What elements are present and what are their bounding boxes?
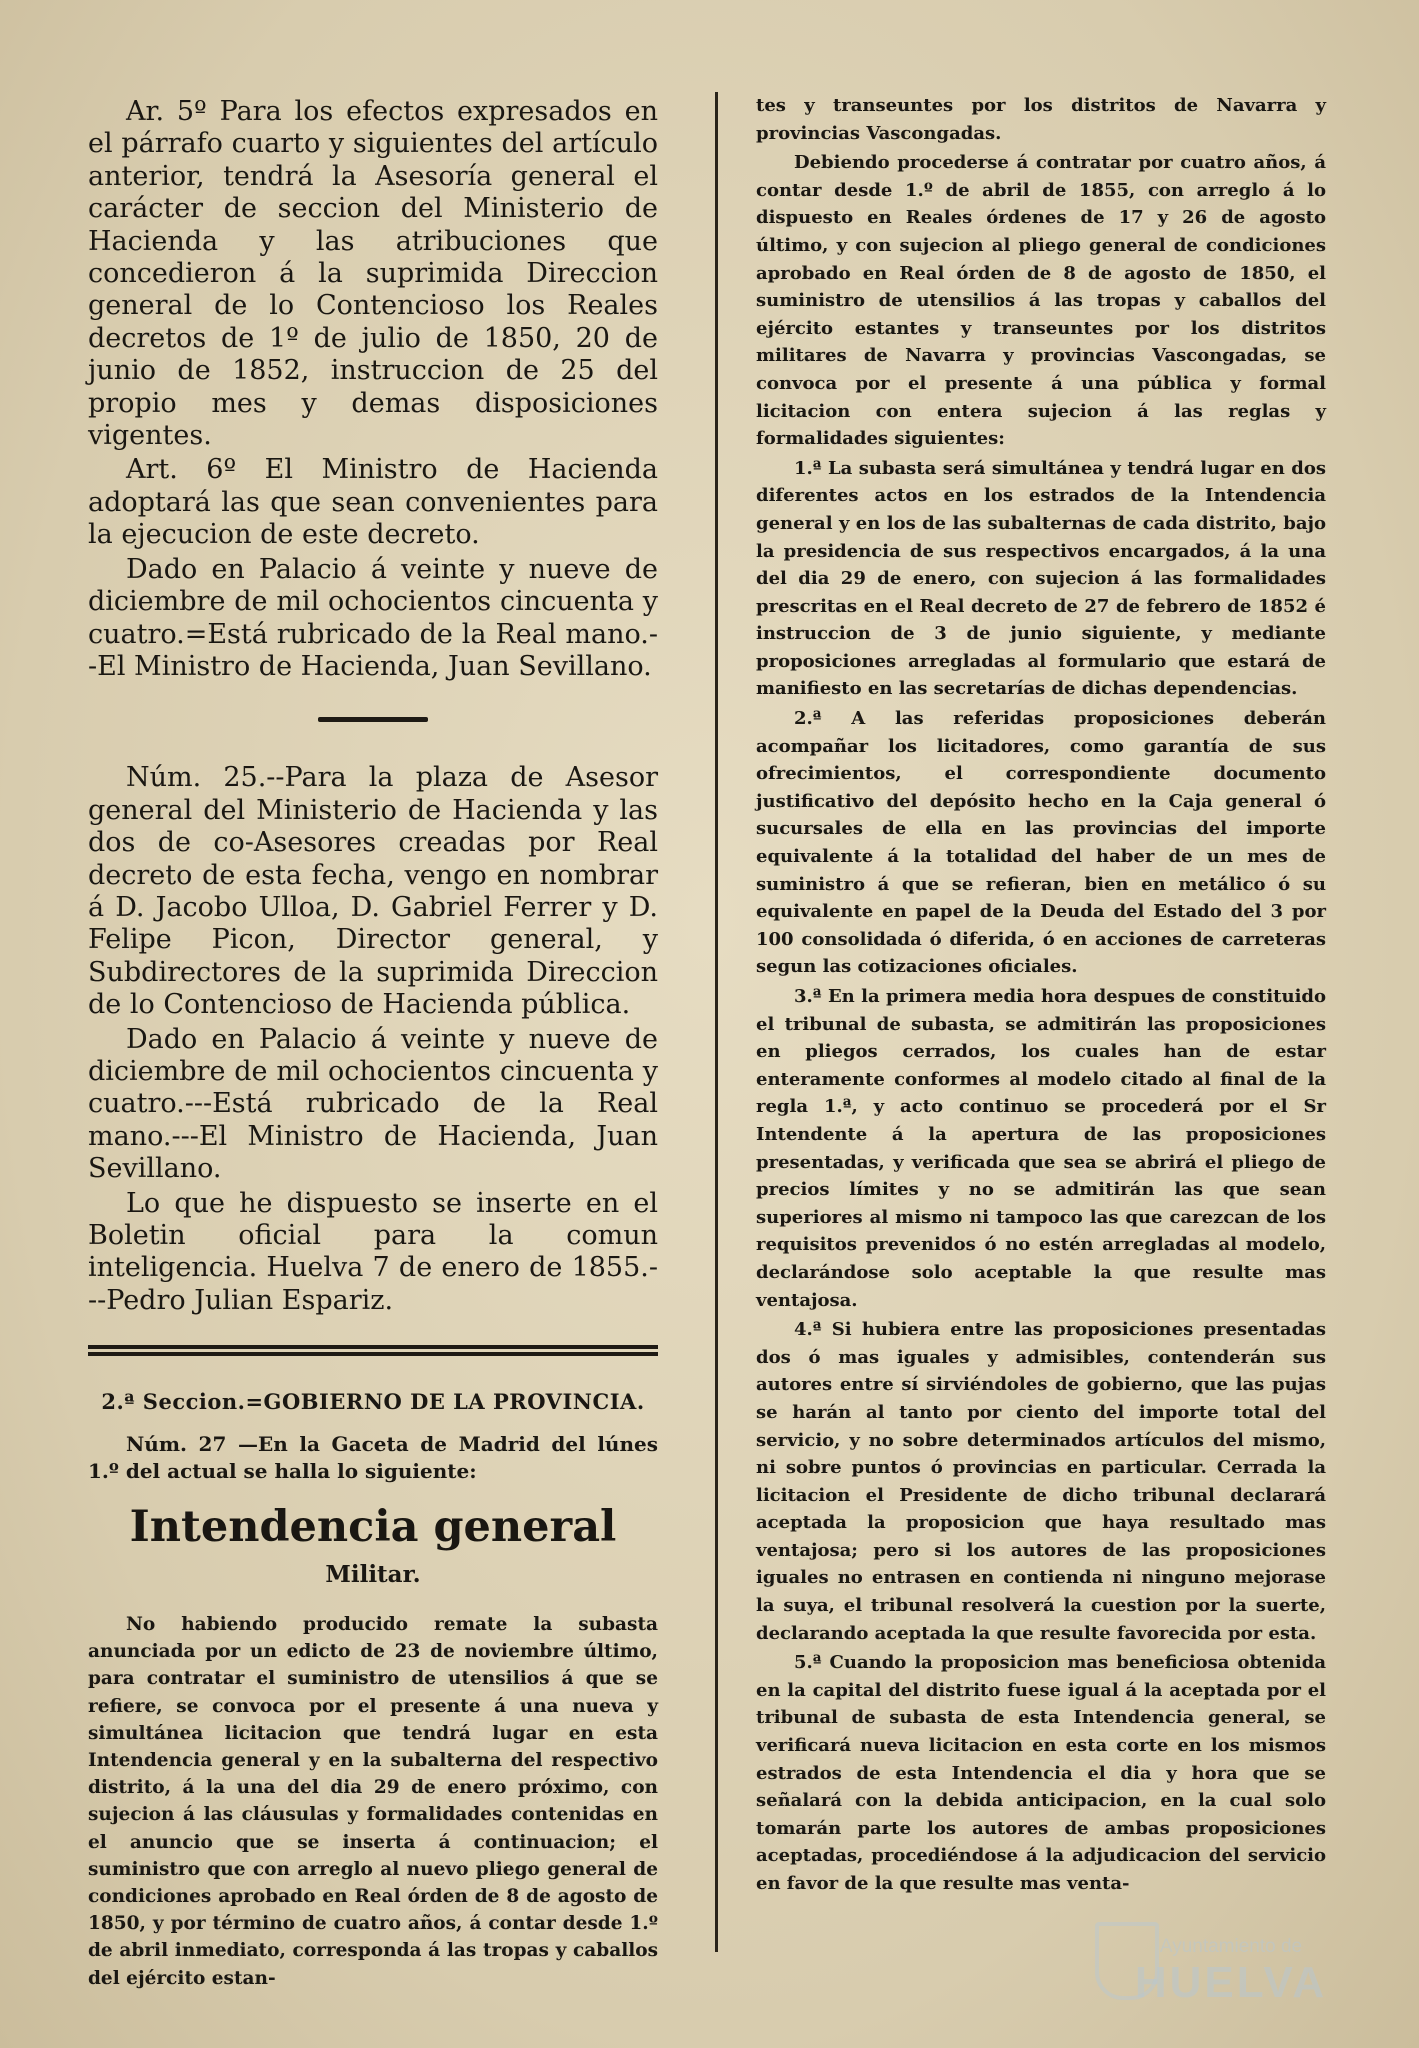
watermark-line2: HUELVA bbox=[1134, 1958, 1328, 2007]
rule-5: 5.ª Cuando la proposicion mas beneficiosa obtenida en la capital del distrito fuese igual á la aceptada por el tribunal de subasta de esta Intendencia general, se verificará nueva licitacion en esta corte en los mismos estrados de esta Intendencia el dia y hora que se señalará con la debida anticipacion, en la cual solo tomarán parte los autores de ambas proposiciones aceptadas, procediéndose á la adjudicacion del servicio en favor de la que resulte mas venta- bbox=[756, 1652, 1326, 1894]
article-5: Ar. 5º Para los efectos expresados en el párrafo cuarto y siguientes del artículo anterior, tendrá la Asesoría general el carácter de seccion del Ministerio de Hacienda y las atribuciones que concedieron á la suprimida Direccion general de lo Contencioso los Reales decretos de 1º de julio de 1850, 20 de junio de 1852, instruccion de 25 del propio mes y demas disposiciones vigentes. bbox=[88, 96, 658, 452]
auction-announcement: No habiendo producido remate la subasta anunciada por un edicto de 23 de noviembre último, para contratar el suministro de utensilios á que se refiere, se convoca por el presente á una nueva y simultánea licitacion que tendrá lugar en esta Intendencia general y en la subalterna del respectivo distrito, á la una del dia 29 de enero próximo, con sujecion á las cláusulas y formalidades contenidas en el anuncio que se inserta á continuacion; el suministro que con arreglo al nuevo pliego general de condiciones aprobado en Real órden de 8 de agosto de 1850, y por término de cuatro años, á contar desde 1.º de abril inmediato, corresponda á las tropas y caballos del ejército estan- bbox=[88, 1614, 658, 1989]
decree-signature-2: Dado en Palacio á veinte y nueve de diciembre de mil ochocientos cincuenta y cuatro.---Está rubricado de la Real mano.---El Ministro de Hacienda, Juan Sevillano. bbox=[88, 1023, 658, 1185]
section-heading: 2.ª Seccion.=GOBIERNO DE LA PROVINCIA. bbox=[101, 1389, 645, 1415]
rule-2: 2.ª A las referidas proposiciones deberán acompañar los licitadores, como garantía de sus ofrecimientos, el correspondiente documento justificativo del depósito hecho en la Caja general ó sucursales de ella en las provincias del importe equivalente á la totalidad del haber de un mes de suministro á que se refieran, bien en metálico ó su equivalente en papel de la Deuda del Estado del 3 por 100 consolidada ó diferida, ó en acciones de carreteras segun las cotizaciones oficiales. bbox=[756, 708, 1326, 978]
right-column bbox=[756, 92, 1326, 1900]
continuation-text: tes y transeuntes por los distritos de Navarra y provincias Vascongadas. bbox=[756, 95, 1326, 144]
decree-num-25: Núm. 25.--Para la plaza de Asesor general del Ministerio de Hacienda y las dos de co-Asesores creadas por Real decreto de esta fecha, vengo en nombrar á D. Jacobo Ulloa, D. Gabriel Ferrer y D. Felipe Picon, Director general, y Subdirectores de la suprimida Direccion de lo Contencioso de Hacienda pública. bbox=[88, 762, 658, 1021]
watermark bbox=[1131, 1936, 1331, 2008]
article-6: Art. 6º El Ministro de Hacienda adoptará las que sean convenientes para la ejecucion de este decreto. bbox=[88, 454, 658, 551]
contract-intro: Debiendo procederse á contratar por cuatro años, á contar desde 1.º de abril de 1855, con arreglo á lo dispuesto en Reales órdenes de 17 y 26 de agosto último, y con sujecion al pliego general de condiciones aprobado en Real órden de 8 de agosto de 1850, el suministro de utensilios á las tropas y caballos del ejército estantes y transeuntes por los distritos militares de Navarra y provincias Vascongadas, se convoca por el presente á una pública y formal licitacion con entera sujecion á las reglas y formalidades siguientes: bbox=[756, 152, 1326, 450]
double-rule bbox=[88, 1345, 658, 1356]
publication-note: Lo que he dispuesto se inserte en el Boletin oficial para la comun inteligencia. Huelva 7 de enero de 1855.---Pedro Julian Espariz. bbox=[88, 1187, 658, 1316]
intendencia-title: Intendencia general bbox=[129, 1501, 617, 1552]
column-divider bbox=[715, 92, 718, 1952]
intendencia-subtitle: Militar. bbox=[325, 1560, 421, 1588]
short-rule bbox=[318, 717, 428, 722]
rule-1: 1.ª La subasta será simultánea y tendrá lugar en dos diferentes actos en los estrados de la Intendencia general y en los de las subalternas de cada distrito, bajo la presidencia de sus respectivos encargados, á la una del dia 29 de enero, con sujecion á las formalidades prescritas en el Real decreto de 27 de febrero de 1852 é instruccion de 3 de junio siguiente, y mediante proposiciones arregladas al formulario que estará de manifiesto en las secretarías de dichas dependencias. bbox=[756, 457, 1326, 700]
rule-3: 3.ª En la primera media hora despues de constituido el tribunal de subasta, se admitirán las proposiciones en pliegos cerrados, los cuales han de estar enteramente conformes al modelo citado al final de la regla 1.ª, y acto continuo se procederá por el Sr Intendente á la apertura de las proposiciones presentadas, y verificada que sea se abrirá el pliego de precios límites y no se admitirán las que sean superiores al mismo ni tampoco las que carezcan de los requisitos prevenidos ó no estén arregladas al modelo, declarándose solo aceptable la que resulte mas ventajosa. bbox=[756, 986, 1326, 1311]
gaceta-note: Núm. 27 —En la Gaceta de Madrid del lúnes 1.º del actual se halla lo siguiente: bbox=[88, 1431, 658, 1483]
decree-signature-1: Dado en Palacio á veinte y nueve de diciembre de mil ochocientos cincuenta y cuatro.=Está rubricado de la Real mano.--El Ministro de Hacienda, Juan Sevillano. bbox=[88, 553, 658, 682]
rule-4: 4.ª Si hubiera entre las proposiciones presentadas dos ó mas iguales y admisibles, contenderán sus autores entre sí sirviéndoles de gobierno, que las pujas se harán al tanto por ciento del importe total del servicio, y no sobre determinados artículos del mismo, ni sobre puntos ó provincias en particular. Cerrada la licitacion el Presidente de dicho tribunal declarará aceptada la proposicion que haya resultado mas ventajosa; pero si los autores de las proposiciones iguales no entrasen en contienda ni ninguno mejorase la suya, el tribunal resolverá la cuestion por la suerte, declarando aceptada la que resulte favorecida por esta. bbox=[756, 1319, 1326, 1644]
left-column bbox=[88, 96, 658, 1994]
watermark-line1: Ayuntamiento de bbox=[1159, 1936, 1303, 1957]
